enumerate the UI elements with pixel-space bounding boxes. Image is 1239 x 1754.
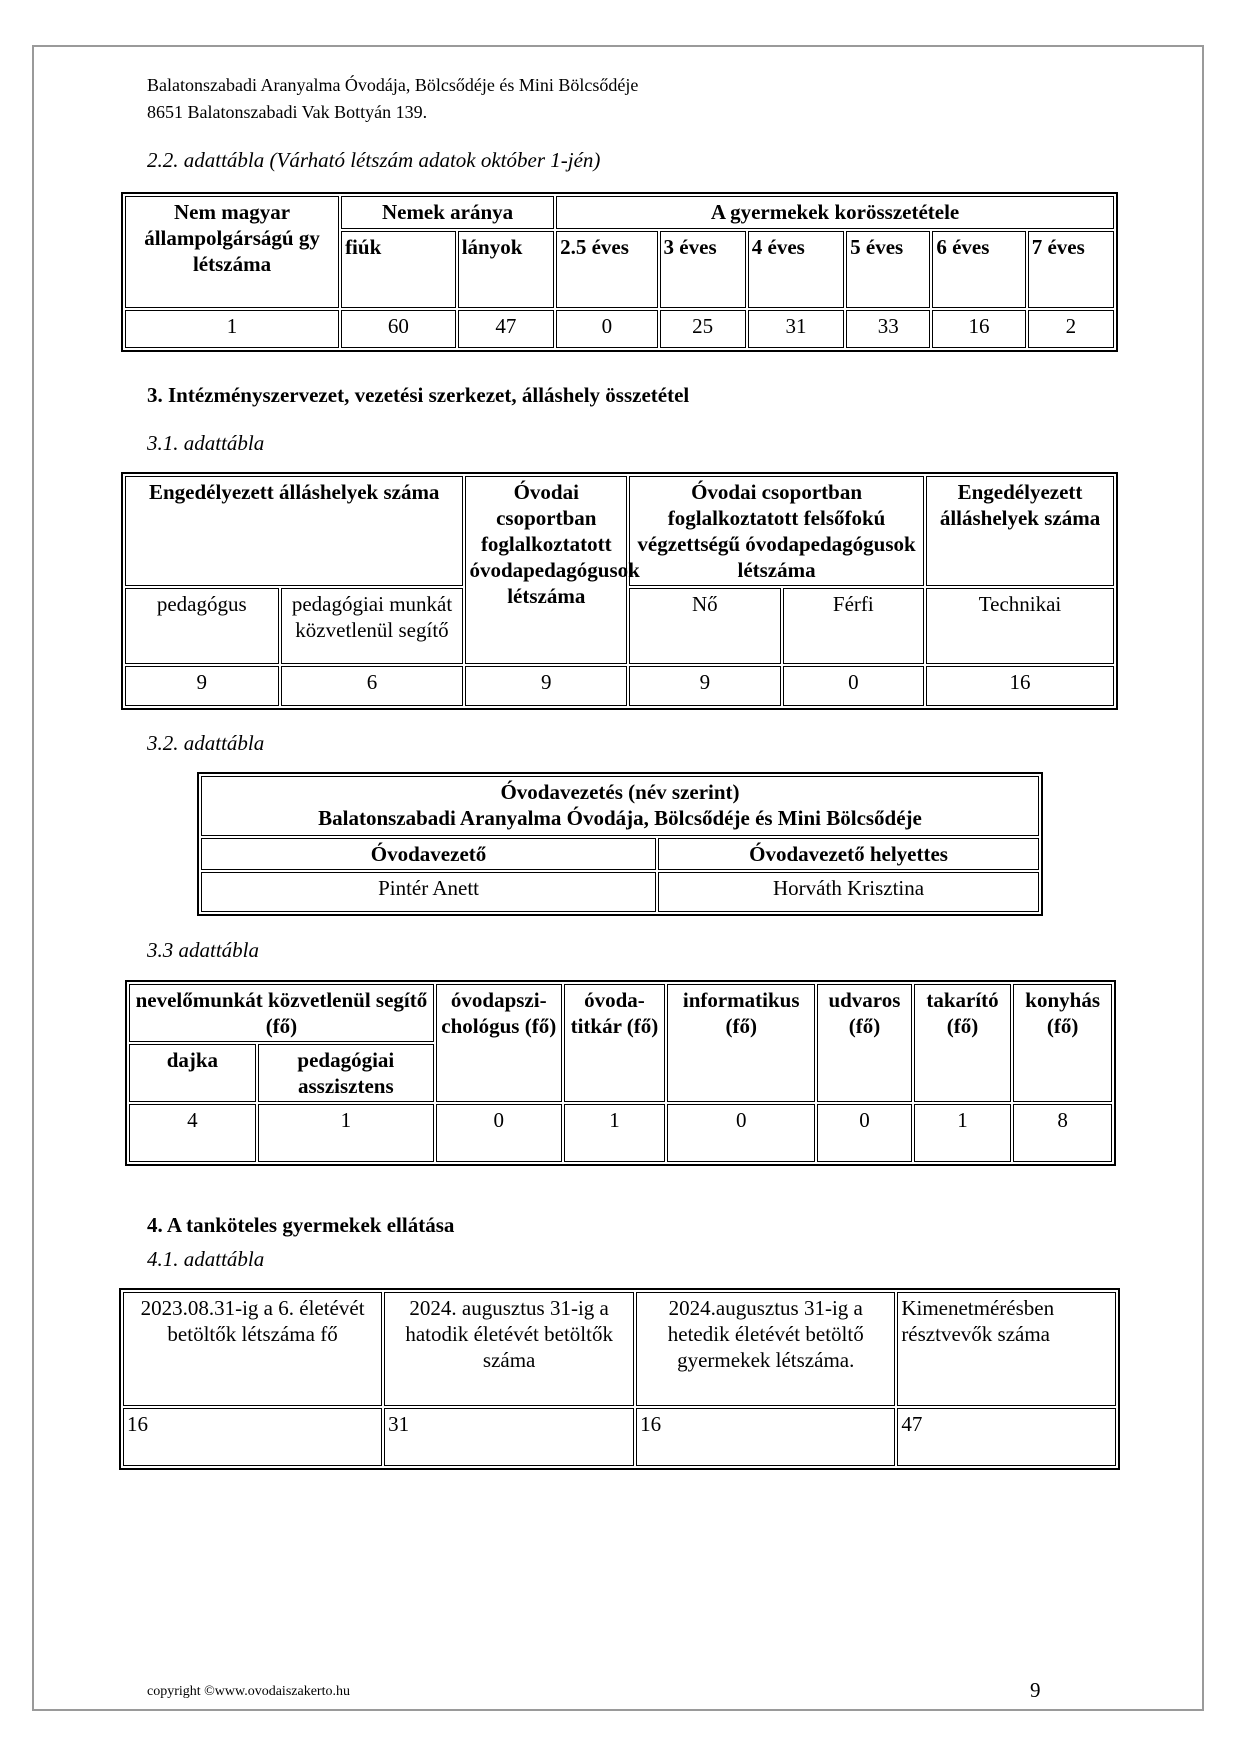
v-cell: 16 bbox=[123, 1408, 382, 1466]
v-cell: 6 bbox=[281, 666, 464, 706]
v-cell: 0 bbox=[667, 1104, 815, 1162]
v-cell: 16 bbox=[636, 1408, 895, 1466]
h-age-col: 7 éves bbox=[1028, 231, 1114, 308]
v-cell: 0 bbox=[783, 666, 924, 706]
h-posts: Engedélyezett álláshelyek száma bbox=[125, 476, 463, 586]
v-cell: 9 bbox=[629, 666, 781, 706]
v-nonhungarian: 1 bbox=[125, 310, 339, 348]
v-cell: 31 bbox=[384, 1408, 634, 1466]
h-assist: nevelőmunkát közvetlenül segítő (fő) bbox=[129, 984, 434, 1042]
h-psych: óvodapszi-chológus (fő) bbox=[436, 984, 562, 1102]
h-degree: Óvodai csoportban foglalkoztatott felsőfokú végzettségű óvodapedagógusok létszáma bbox=[629, 476, 924, 586]
h-deputy: Óvodavezető helyettes bbox=[658, 838, 1039, 870]
v-age: 0 bbox=[556, 310, 657, 348]
table-2-2 bbox=[121, 192, 1118, 352]
table41-caption: 4.1. adattábla bbox=[147, 1247, 265, 1271]
leadership-title-line2: Balatonszabadi Aranyalma Óvodája, Bölcsődéje és Mini Bölcsődéje bbox=[318, 806, 922, 830]
v-age: 33 bbox=[846, 310, 930, 348]
table-4-1 bbox=[119, 1288, 1120, 1470]
h-pedassist: pedagógiai asszisztens bbox=[258, 1044, 434, 1102]
leadership-title bbox=[201, 776, 1039, 836]
h-kitchen: konyhás (fő) bbox=[1013, 984, 1112, 1102]
v-cell: 9 bbox=[465, 666, 627, 706]
h-gender: Nemek aránya bbox=[341, 196, 554, 229]
sub-technical: Technikai bbox=[926, 588, 1114, 664]
table31-caption: 3.1. adattábla bbox=[147, 431, 265, 455]
h-girls: lányok bbox=[458, 231, 554, 308]
h-yard: udvaros (fő) bbox=[817, 984, 912, 1102]
h-dajka: dajka bbox=[129, 1044, 256, 1102]
h-it: informatikus (fő) bbox=[667, 984, 815, 1102]
header-address: 8651 Balatonszabadi Vak Bottyán 139. bbox=[147, 102, 428, 122]
h-teachers: Óvodai csoportban foglalkoztatott óvodapedagógusok létszáma bbox=[465, 476, 627, 664]
v-boys: 60 bbox=[341, 310, 456, 348]
h-cleaner: takarító (fő) bbox=[914, 984, 1012, 1102]
table32-caption: 3.2. adattábla bbox=[147, 731, 265, 755]
table22-caption: 2.2. adattábla (Várható létszám adatok október 1-jén) bbox=[147, 148, 601, 172]
sub-helper: pedagógiai munkát közvetlenül segítő bbox=[281, 588, 464, 664]
v-girls: 47 bbox=[458, 310, 554, 348]
v-age: 2 bbox=[1028, 310, 1114, 348]
footer-copyright: copyright ©www.ovodaiszakerto.hu bbox=[147, 1684, 350, 1699]
section4-title: 4. A tanköteles gyermekek ellátása bbox=[147, 1213, 455, 1237]
header-institution: Balatonszabadi Aranyalma Óvodája, Bölcsődéje és Mini Bölcsődéje bbox=[147, 75, 639, 95]
h-age-col: 5 éves bbox=[846, 231, 930, 308]
v-age: 31 bbox=[748, 310, 844, 348]
v-cell: 9 bbox=[125, 666, 279, 706]
v-cell: 1 bbox=[564, 1104, 666, 1162]
v-cell: 1 bbox=[258, 1104, 434, 1162]
h-col: 2023.08.31-ig a 6. életévét betöltők létszáma fő bbox=[123, 1292, 382, 1406]
table-3-3 bbox=[125, 980, 1116, 1166]
h-boys: fiúk bbox=[341, 231, 456, 308]
h-age-col: 2.5 éves bbox=[556, 231, 657, 308]
v-cell: 4 bbox=[129, 1104, 256, 1162]
h-age-col: 4 éves bbox=[748, 231, 844, 308]
v-cell: 16 bbox=[926, 666, 1114, 706]
table33-caption: 3.3 adattábla bbox=[147, 938, 260, 962]
v-cell: 1 bbox=[914, 1104, 1012, 1162]
leadership-title-line1: Óvodavezetés (név szerint) bbox=[500, 780, 740, 804]
v-cell: 0 bbox=[817, 1104, 912, 1162]
sub-pedagogus: pedagógus bbox=[125, 588, 279, 664]
v-deputy: Horváth Krisztina bbox=[658, 872, 1039, 912]
h-head: Óvodavezető bbox=[201, 838, 656, 870]
table-3-1 bbox=[121, 472, 1118, 710]
v-cell: 0 bbox=[436, 1104, 562, 1162]
v-cell: 47 bbox=[897, 1408, 1116, 1466]
v-cell: 8 bbox=[1013, 1104, 1112, 1162]
v-age: 16 bbox=[932, 310, 1025, 348]
page-number: 9 bbox=[1030, 1678, 1041, 1702]
sub-female: Nő bbox=[629, 588, 781, 664]
sub-male: Férfi bbox=[783, 588, 924, 664]
v-age: 25 bbox=[660, 310, 746, 348]
h-age-col: 3 éves bbox=[660, 231, 746, 308]
h-age: A gyermekek korösszetétele bbox=[556, 196, 1114, 229]
h-col: 2024.augusztus 31-ig a hetedik életévét betöltő gyermekek létszáma. bbox=[636, 1292, 895, 1406]
h-col: 2024. augusztus 31-ig a hatodik életévét betöltők száma bbox=[384, 1292, 634, 1406]
section3-title: 3. Intézményszervezet, vezetési szerkezet, álláshely összetétel bbox=[147, 383, 690, 407]
h-age-col: 6 éves bbox=[932, 231, 1025, 308]
v-head: Pintér Anett bbox=[201, 872, 656, 912]
table-3-2 bbox=[197, 772, 1043, 916]
h-secretary: óvoda-titkár (fő) bbox=[564, 984, 666, 1102]
h-col: Kimenetmérésben résztvevők száma bbox=[897, 1292, 1116, 1406]
h-posts2: Engedélyezett álláshelyek száma bbox=[926, 476, 1114, 586]
h-nonhungarian: Nem magyar állampolgárságú gy létszáma bbox=[125, 196, 339, 308]
